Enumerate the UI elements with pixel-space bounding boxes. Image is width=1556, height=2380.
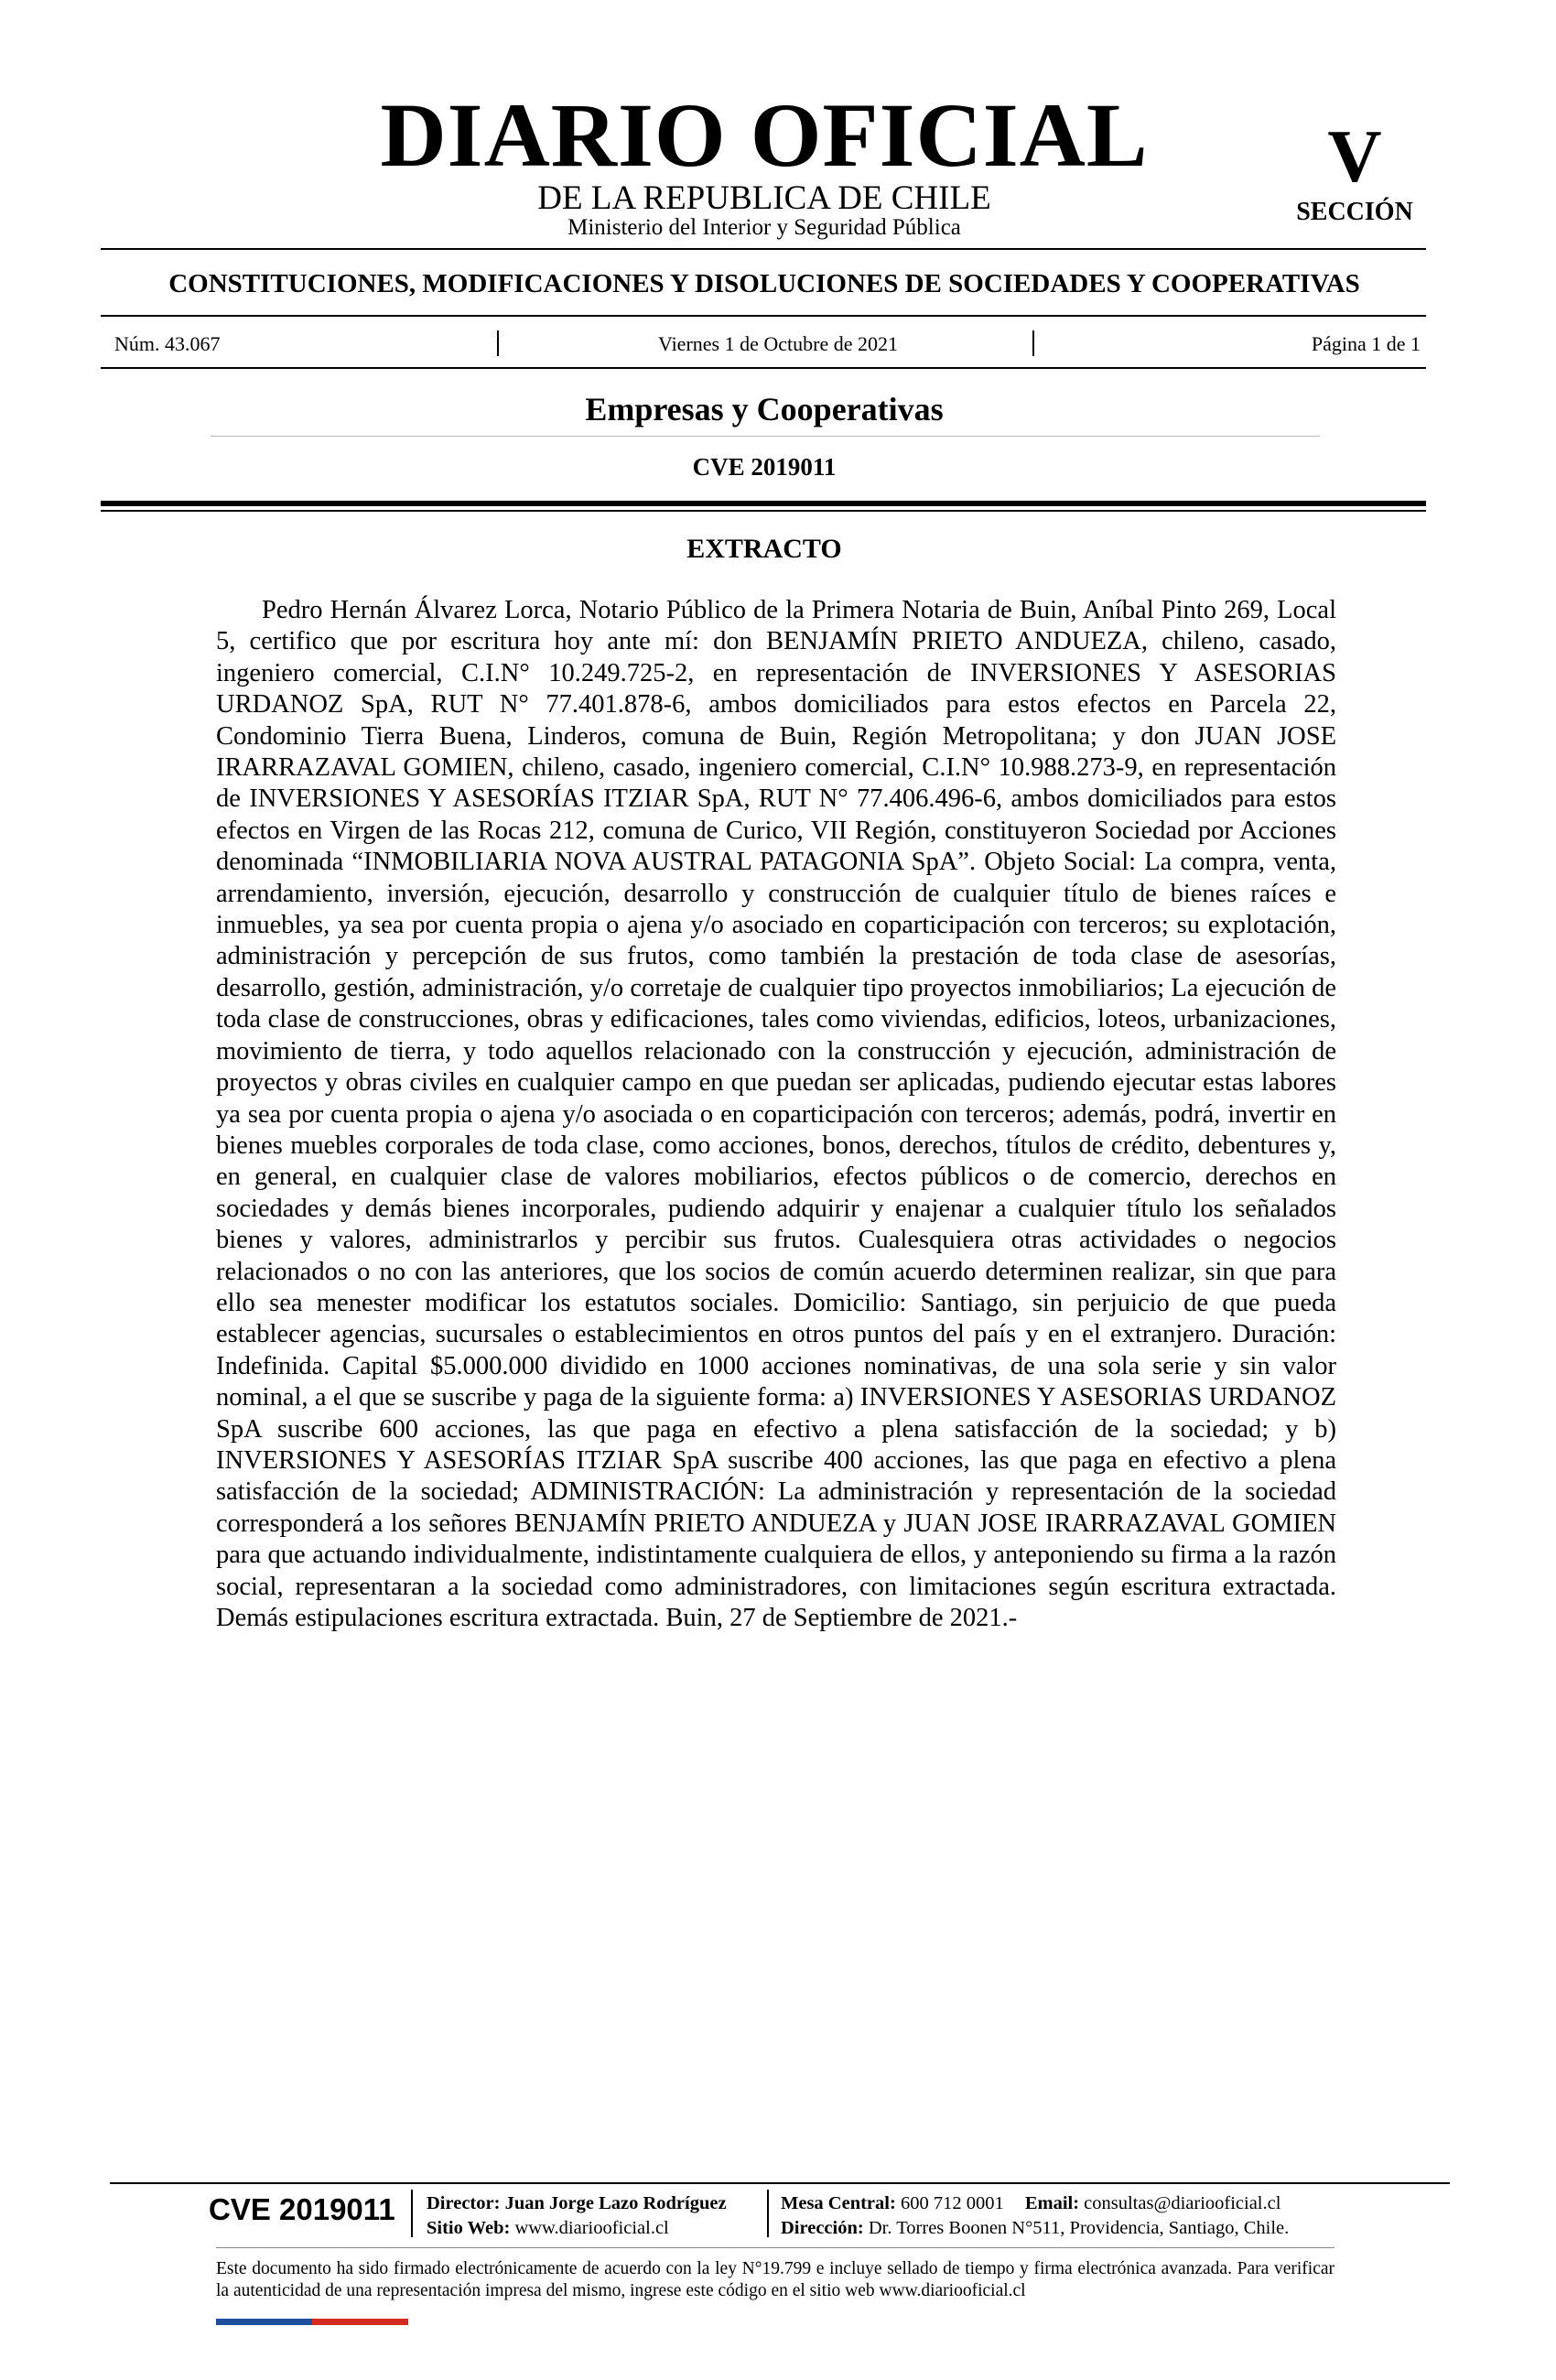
flag-stripe-red	[312, 2319, 408, 2325]
address-text: Dr. Torres Boonen N°511, Providencia, Santiago, Chile.	[868, 2218, 1290, 2238]
section-rule	[101, 315, 1426, 317]
issue-separator	[1032, 330, 1034, 356]
phone-label: Mesa Central:	[781, 2193, 896, 2213]
category-rule	[211, 436, 1320, 437]
section-title: CONSTITUCIONES, MODIFICACIONES Y DISOLUCIONES DE SOCIEDADES Y COOPERATIVAS	[168, 269, 1360, 298]
thin-rule	[101, 510, 1426, 512]
ministry-line: Ministerio del Interior y Seguridad Pública	[567, 215, 961, 240]
flag-stripe-blue	[216, 2319, 312, 2325]
director-line	[427, 2194, 727, 2213]
issue-separator	[497, 330, 499, 356]
phone-number: 600 712 0001	[900, 2193, 1004, 2213]
director-name: Juan Jorge Lazo Rodríguez	[504, 2193, 727, 2213]
newspaper-title: DIARIO OFICIAL	[380, 84, 1149, 186]
page-indicator: Página 1 de 1	[1311, 332, 1421, 355]
footer-separator	[411, 2190, 413, 2237]
section-label: SECCIÓN	[1296, 198, 1413, 226]
cve-code: CVE 2019011	[692, 453, 837, 481]
footer-separator	[767, 2190, 769, 2237]
issue-date: Viernes 1 de Octubre de 2021	[658, 332, 898, 355]
email-label: Email:	[1024, 2193, 1080, 2213]
category-title: Empresas y Cooperativas	[585, 391, 944, 427]
website-label: Sitio Web:	[427, 2218, 511, 2238]
extract-body: Pedro Hernán Álvarez Lorca, Notario Público de la Primera Notaria de Buin, Aníbal Pinto 269, Local 5, certifico que por escritura hoy ante mí: don BENJAMÍN PRIETO ANDUEZA, chileno, casado, ingeniero comercial, C.I.N° 10.249.725-2, en representación de INVERSIONES Y ASESORIAS URDANOZ SpA, RUT N° 77.401.878-6, ambos domiciliados para estos efectos en Parcela 22, Condominio Tierra Buena, Linderos, comuna de Buin, Región Metropolitana; y don JUAN JOSE IRARRAZAVAL GOMIEN, chileno, casado, ingeniero comercial, C.I.N° 10.988.273-9, en representación de INVERSIONES Y ASESORÍAS ITZIAR SpA, RUT N° 77.406.496-6, ambos domiciliados para estos efectos en Virgen de las Rocas 212, comuna de Curico, VII Región, constituyeron Sociedad por Acciones denominada “INMOBILIARIA NOVA AUSTRAL PATAGONIA SpA”. Objeto Social: La compra, venta, arrendamiento, inversión, ejecución, desarrollo y construcción de cualquier título de bienes raíces e inmuebles, ya sea por cuenta propia o ajena y/o asociado en coparticipación con terceros; su explotación, administración y percepción de sus frutos, como también la prestación de toda clase de asesorías, desarrollo, gestión, administración, y/o corretaje de cualquier tipo proyectos inmobiliarios; La ejecución de toda clase de construcciones, obras y edificaciones, tales como viviendas, edificios, loteos, urbanizaciones, movimiento de tierra, y todo aquellos relacionado con la construcción y ejecución, administración de proyectos y obras civiles en cualquier campo en que puedan ser aplicadas, pudiendo ejecutar estas labores ya sea por cuenta propia o ajena y/o asociada o en coparticipación con terceros; además, podrá, invertir en bienes muebles corporales de toda clase, como acciones, bonos, derechos, títulos de crédito, debentures y, en general, en cualquier clase de valores mobiliarios, efectos públicos o de comercio, derechos en sociedades y demás bienes incorporales, pudiendo adquirir y enajenar a cualquier título los señalados bienes y valores, administrarlos y percibir sus frutos. Cualesquiera otras actividades o negocios relacionados o no con las anteriores, que los socios de común acuerdo determinen realizar, sin que para ello sea menester modificar los estatutos sociales. Domicilio: Santiago, sin perjuicio de que pueda establecer agencias, sucursales o establecimientos en otros puntos del país y en el extranjero. Duración: Indefinida. Capital $5.000.000 dividido en 1000 acciones nominativas, de una sola serie y sin valor nominal, a el que se suscribe y paga de la siguiente forma: a) INVERSIONES Y ASESORIAS URDANOZ SpA suscribe 600 acciones, las que paga en efectivo a plena satisfacción de la sociedad; y b) INVERSIONES Y ASESORÍAS ITZIAR SpA suscribe 400 acciones, las que paga en efectivo a plena satisfacción de la sociedad; ADMINISTRACIÓN: La administración y representación de la sociedad corresponderá a los señores BENJAMÍN PRIETO ANDUEZA y JUAN JOSE IRARRAZAVAL GOMIEN para que actuando individualmente, indistintamente cualquiera de ellos, y anteponiendo su firma a la razón social, representaran a la sociedad como administradores, con limitaciones según escritura extractada. Demás estipulaciones escritura extractada. Buin, 27 de Septiembre de 2021.-	[216, 596, 1336, 1632]
issue-number: Núm. 43.067	[114, 332, 221, 355]
website-link[interactable]: www.diariooficial.cl	[514, 2218, 669, 2238]
director-label: Director:	[427, 2193, 501, 2213]
address-line	[781, 2219, 1289, 2238]
signature-disclaimer: Este documento ha sido firmado electrónicamente de acuerdo con la ley N°19.799 e incluye sellado de tiempo y firma electrónica avanzada. Para verificar la autenticidad de una representación impresa del mismo, ingrese este código en el sitio web www.diariooficial.cl	[216, 2259, 1334, 2300]
issue-rule	[101, 367, 1426, 369]
website-line	[427, 2219, 669, 2238]
address-label: Dirección:	[781, 2218, 864, 2238]
masthead-rule	[101, 248, 1426, 250]
heavy-rule	[101, 501, 1426, 506]
section-letter: V	[1327, 114, 1382, 198]
footer-rule	[110, 2182, 1450, 2184]
email-link[interactable]: consultas@diariooficial.cl	[1084, 2193, 1281, 2213]
extract-heading: EXTRACTO	[686, 534, 842, 564]
footer-cve-code: CVE 2019011	[209, 2192, 395, 2226]
newspaper-subtitle: DE LA REPUBLICA DE CHILE	[537, 179, 991, 217]
footer-bottom-rule	[216, 2247, 1334, 2248]
contact-line	[781, 2194, 1280, 2213]
